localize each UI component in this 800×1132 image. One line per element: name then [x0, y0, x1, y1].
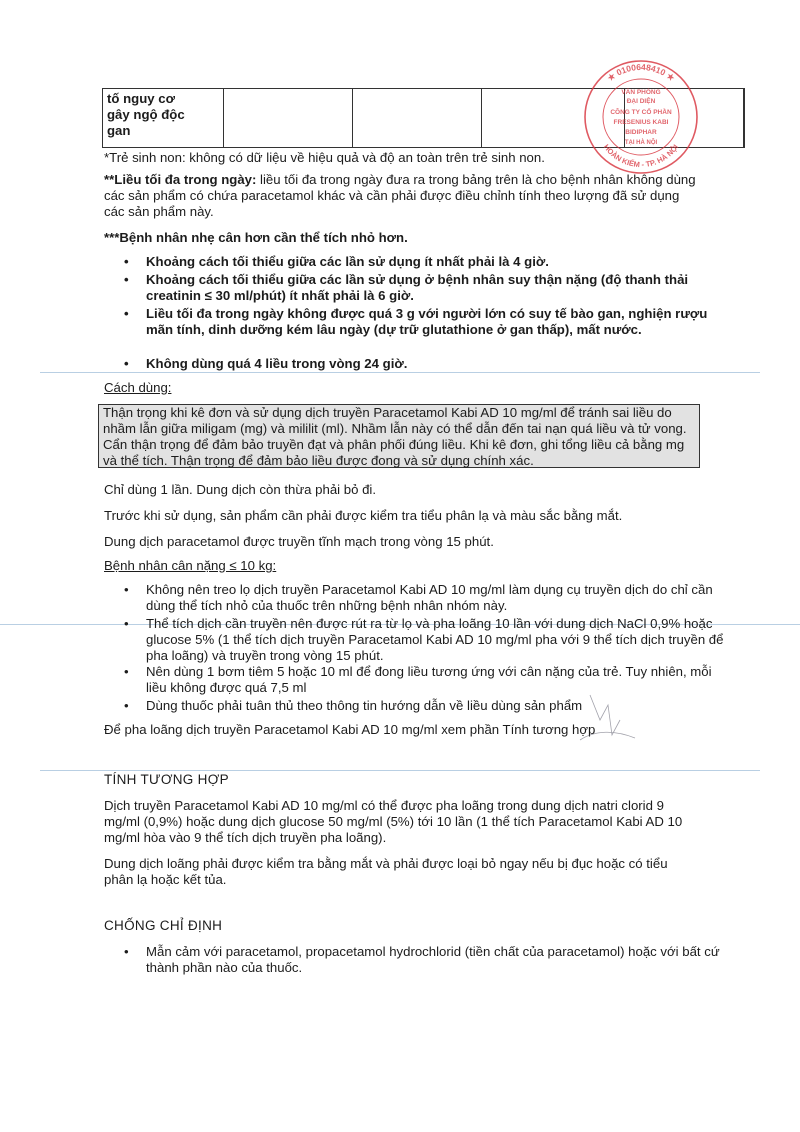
dosing-warning-text: Thận trọng khi kê đơn và sử dụng dịch truyền Paracetamol Kabi AD 10 mg/ml để tránh sai liều do nhầm lẫn giữa miligam (mg) và mililit (ml). Nhầm lẫn này có thể dẫn đến tai nạn quá liều và tử vong. Cẩn thận trọng để đảm bảo truyền đạt và phân phối đúng liều. Khi kê đơn, ghi tổng liều cả bằng mg và thể tích. Thận trọng để đảm bảo liều được đong và sử dụng chính xác. — [103, 405, 687, 468]
stamp-ring-top: ★ 0100648410 ★ — [605, 61, 677, 84]
section-heading-compat: TÍNH TƯƠNG HỢP — [104, 772, 229, 787]
compat-paragraph-2: Dung dịch loãng phải được kiểm tra bằng mắt và phải được loại bỏ ngay nếu bị đục hoặc có tiểu phân lạ hoặc kết tủa. — [104, 856, 668, 887]
list-item-text: Nên dùng 1 bơm tiêm 5 hoặc 10 ml để đong liều tương ứng với cân nặng của trẻ. Tuy nhiên, mỗi liều không được quá 7,5 ml — [146, 664, 712, 695]
usage-infusion-time: Dung dịch paracetamol được truyền tĩnh mạch trong vòng 15 phút. — [104, 534, 494, 549]
list-item — [124, 582, 726, 614]
list-item-text: Thể tích dịch cần truyền nên được rút ra từ lọ và pha loãng 10 lần với dung dịch NaCl 0,9% hoặc glucose 5% (1 thể tích dịch truyền Paracetamol Kabi AD 10 mg/ml pha với 9 thể tích dịch truyền để pha loãng) và truyền trong vòng 15 phút. — [146, 616, 724, 663]
compat-paragraph-1: Dịch truyền Paracetamol Kabi AD 10 mg/ml có thể được pha loãng trong dung dịch natri clorid 9 mg/ml (0,9%) hoặc dung dịch glucose 50 mg/ml (5%) tới 10 lần (1 thể tích Paracetamol Kabi AD 10 mg/ml hòa vào 9 thể tích dịch truyền pha loãng). — [104, 798, 683, 845]
list-item — [124, 254, 726, 270]
stamp-line: TẠI HÀ NỘI — [624, 140, 658, 146]
table-cell — [353, 89, 482, 148]
bullet-icon: • — [124, 664, 129, 679]
signature-scribble-icon — [560, 680, 650, 770]
stamp-line: ĐẠI DIỆN — [626, 98, 656, 105]
usage-inspect: Trước khi sử dụng, sản phẩm cần phải được kiểm tra tiểu phân lạ và màu sắc bằng mắt. — [104, 508, 623, 523]
bullet-icon: • — [124, 698, 129, 713]
note-light-weight: ***Bệnh nhân nhẹ cân hơn cần thể tích nhỏ hơn. — [104, 230, 408, 245]
table-cell-line: tố nguy cơ — [107, 91, 175, 106]
note-premature: *Trẻ sinh non: không có dữ liệu về hiệu quả và độ an toàn trên trẻ sinh non. — [104, 150, 545, 165]
list-item-text: Dùng thuốc phải tuân thủ theo thông tin hướng dẫn về liều dùng sản phẩm — [146, 698, 583, 713]
list-item-text: Khoảng cách tối thiểu giữa các lần sử dụng ít nhất phải là 4 giờ. — [146, 254, 549, 269]
section-heading-contra: CHỐNG CHỈ ĐỊNH — [104, 918, 223, 933]
bullet-icon: • — [124, 944, 129, 959]
bullet-icon: • — [124, 616, 129, 631]
list-item — [124, 944, 726, 976]
stamp-line: FRESENIUS KABI — [613, 119, 669, 126]
table-cell — [744, 89, 745, 148]
note-max-daily-label: **Liều tối đa trong ngày: — [104, 172, 257, 187]
stamp-line: BIDIPHAR — [625, 129, 657, 136]
table-cell — [224, 89, 353, 148]
list-item — [124, 356, 726, 372]
scan-line — [40, 372, 760, 373]
stamp-line: CÔNG TY CỔ PHẦN — [610, 109, 672, 116]
list-item-text: Liều tối đa trong ngày không được quá 3 g với người lớn có suy tế bào gan, nghiện rượu mãn tính, dinh dưỡng kém lâu ngày (dự trữ glutathione ở gan thấp), mất nước. — [146, 306, 708, 337]
list-item-text: Khoảng cách tối thiểu giữa các lần sử dụng ở bệnh nhân suy thận nặng (độ thanh thải creatinin ≤ 30 ml/phút) ít nhất phải là 6 giờ. — [146, 272, 689, 303]
table-cell-risk — [103, 89, 224, 148]
list-item-text: Không nên treo lọ dịch truyền Paracetamol Kabi AD 10 mg/ml làm dụng cụ truyền dịch do chỉ cần dùng thể tích nhỏ của thuốc trên những bệnh nhân nhóm này. — [146, 582, 713, 613]
usage-heading: Cách dùng: — [104, 380, 172, 395]
list-item-text: Mẫn cảm với paracetamol, propacetamol hydrochlorid (tiền chất của paracetamol) hoặc với bất cứ thành phần nào của thuốc. — [146, 944, 720, 975]
list-item — [124, 306, 726, 338]
bullet-icon: • — [124, 356, 129, 371]
bullet-icon: • — [124, 306, 129, 321]
weight-heading: Bệnh nhân cân nặng ≤ 10 kg: — [104, 558, 277, 573]
list-item-text: Không dùng quá 4 liều trong vòng 24 giờ. — [146, 356, 408, 371]
stamp-ring-bottom: HOÀN KIẾM - TP. HÀ NỘI — [601, 142, 681, 170]
company-stamp-icon — [580, 58, 702, 176]
usage-single-use: Chỉ dùng 1 lần. Dung dịch còn thừa phải bỏ đi. — [104, 482, 377, 497]
bullet-icon: • — [124, 582, 129, 597]
list-item — [124, 272, 726, 304]
bullet-icon: • — [124, 272, 129, 287]
bullet-icon: • — [124, 254, 129, 269]
table-cell-line: gan — [107, 123, 131, 138]
dosing-warning-box — [98, 404, 700, 468]
table-cell-line: gây ngộ độc — [107, 107, 185, 122]
stamp-line: VĂN PHÒNG — [621, 89, 661, 96]
dilution-reference: Để pha loãng dịch truyền Paracetamol Kabi AD 10 mg/ml xem phần Tính tương hợp — [104, 722, 596, 737]
list-item — [124, 616, 726, 664]
note-max-daily — [104, 172, 700, 220]
scan-line — [40, 770, 760, 771]
note-max-daily-text: liều tối đa trong ngày đưa ra trong bảng trên là cho bệnh nhân không dùng các sản phẩm có chứa paracetamol khác và cần phải được điều chỉnh tính theo lượng đã sử dụng các sản phẩm này. — [104, 172, 696, 219]
